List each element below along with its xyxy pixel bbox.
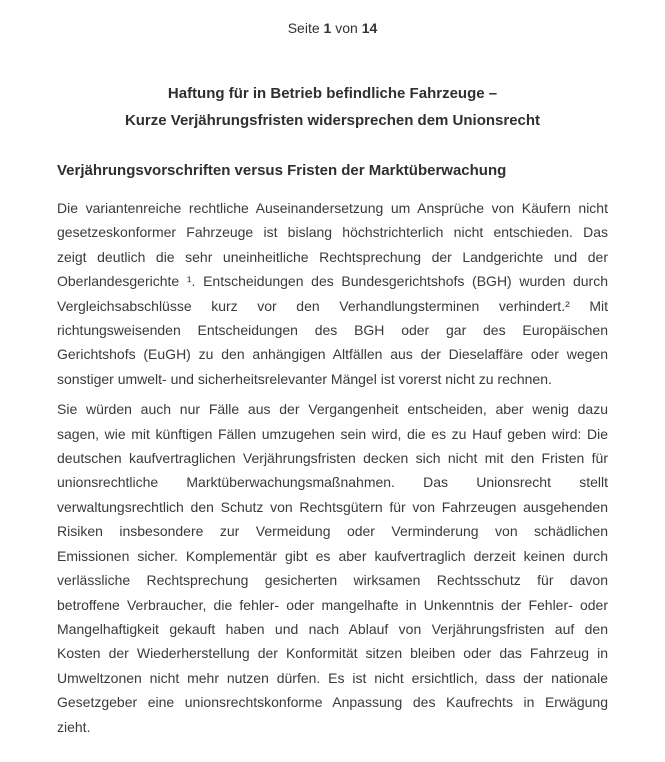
text-line: Die variantenreiche rechtliche Auseinandersetzung um Ansprüche von Käufern nicht [57, 200, 608, 216]
text-line: Umweltzonen nicht mehr nutzen dürfen. Es ist nicht ersichtlich, dass der nationale [57, 669, 608, 686]
document-body [57, 162, 608, 739]
document-title-line-1: Haftung für in Betrieb befindliche Fahrzeuge – [167, 85, 498, 102]
document-title [0, 80, 665, 134]
page-number-label: Seite [287, 20, 320, 36]
text-line: Gerichtshofs (EuGH) zu den anhängigen Altfällen aus der Dieselaffäre oder wegen [57, 346, 608, 363]
text-line: zeigt deutlich die sehr uneinheitliche Rechtsprechung der Landgerichte und der [57, 248, 608, 265]
text-line: betroffene Verbraucher, die fehler- oder mangelhafte in Unkenntnis der Fehler- oder [57, 596, 608, 613]
section-heading: Verjährungsvorschriften versus Fristen der Marktüberwachung [57, 162, 507, 179]
text-line: Risiken insbesondere zur Vermeidung oder Verminderung von schädlichen [57, 523, 608, 540]
paragraph [57, 397, 608, 739]
page-number [0, 0, 665, 36]
text-line: Emissionen sicher. Komplementär gibt es aber kaufvertraglich derzeit keinen durch [57, 547, 608, 564]
page-number-total: 14 [361, 20, 378, 36]
text-line: verlässliche Rechtsprechung gesicherten wirksamen Rechtsschutz für davon [57, 572, 608, 589]
text-line: Vergleichsabschlüsse kurz vor den Verhandlungsterminen verhindert.² Mit [57, 297, 608, 314]
text-line: richtungsweisenden Entscheidungen des BGH oder gar des Europäischen [57, 322, 608, 339]
text-line: unionsrechtliche Marktüberwachungsmaßnahmen. Das Unionsrecht stellt [57, 474, 608, 491]
text-line: Oberlandesgerichte ¹. Entscheidungen des Bundesgerichtshofs (BGH) wurden durch [57, 273, 608, 290]
body-paragraphs [57, 196, 608, 739]
text-line: Sie würden auch nur Fälle aus der Vergangenheit entscheiden, aber wenig dazu [57, 401, 608, 418]
text-line: Mangelhaftigkeit gekauft haben und nach Ablauf von Verjährungsfristen auf den [57, 620, 608, 637]
text-line: Kosten der Wiederherstellung der Konformität sitzen bleiben oder das Fahrzeug in [57, 645, 608, 662]
page-number-current: 1 [323, 20, 332, 36]
text-line: gesetzeskonformer Fahrzeuge ist bislang höchstrichterlich nicht entschieden. Das [57, 224, 608, 241]
document-title-line-2: Kurze Verjährungsfristen widersprechen dem Unionsrecht [124, 112, 541, 129]
paragraph [57, 196, 608, 391]
text-line: deutschen kaufvertraglichen Verjährungsfristen decken sich nicht mit den Fristen für [57, 450, 608, 467]
text-line: zieht. [57, 718, 91, 735]
text-line: verwaltungsrechtlich den Schutz von Rechtsgütern für von Fahrzeugen ausgehenden [57, 498, 608, 515]
text-line: Gesetzgeber eine unionsrechtskonforme Anpassung des Kaufrechts in Erwägung [57, 694, 608, 711]
text-line: sagen, wie mit künftigen Fällen umzugehen sein wird, die es zu Hauf geben wird: Die [57, 425, 608, 442]
text-line: sonstiger umwelt- und sicherheitsrelevanter Mängel ist vorerst nicht zu rechnen. [57, 370, 552, 387]
page-number-separator: von [335, 20, 358, 36]
